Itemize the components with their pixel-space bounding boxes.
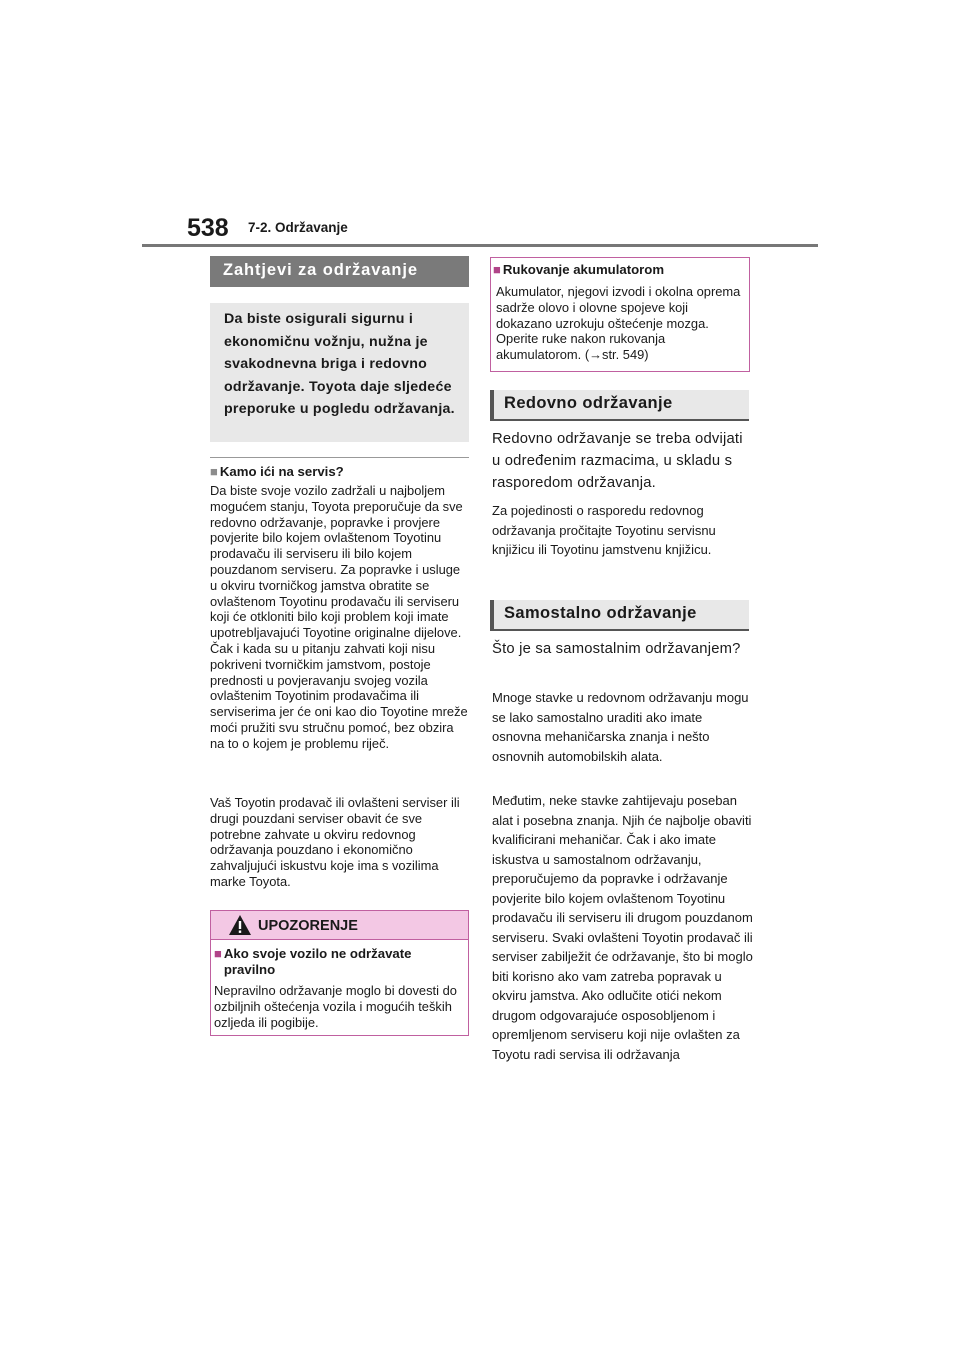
servis-paragraph-1: Da biste svoje vozilo zadržali u najboljem mogućem stanju, Toyota preporučuje da sve redovno održavanje, popravke i provjere povjerite bilo kojem ovlaštenom Toyotinu prodavaču ili serviseru ili bilo kojem pouzdanom serviseru. Za popravke i usluge u okviru tvorničkog jamstva obratite se ovlaštenom Toyotinu prodavaču ili serviseru koji će otkloniti bilo koji problem koji imate upotrebljavajući Toyotine originalne dijelove. Čak i kada su u pitanju zahvati koji nisu pokriveni tvorničkim jamstvom, postoje prednosti u povjeravanju svojeg vozila ovlaštenim Toyotinim prodavačima ili serviserima jer će oni kao dio Toyotine mreže moći pružiti svu stručnu pomoć, bez obzira na to o kojem je problemu riječ. [210, 483, 468, 751]
regular-maintenance-lead: Redovno održavanje se treba odvijati u određenim razmacima, u skladu s rasporedom održavanja. [492, 431, 743, 491]
self-maintenance-paragraph-1: Mnoge stavke u redovnom održavanju mogu se lako samostalno uraditi ako imate osnovna mehaničarska znanja i nešto osnovnih automobilskih alata. [492, 690, 749, 764]
bullet-square-icon: ■ [210, 464, 218, 479]
battery-heading [493, 262, 745, 278]
warning-text: Nepravilno održavanje moglo bi dovesti do ozbiljnih oštećenja vozila i mogućih teških ozljeda ili pogibije. [214, 983, 457, 1030]
page-number: 538 [187, 214, 229, 242]
warning-triangle-icon [228, 914, 252, 941]
bullet-square-icon: ■ [214, 946, 222, 961]
warning-heading [214, 946, 464, 978]
battery-text: Akumulator, njegovi izvodi i okolna oprema sadrže olovo i olovne spojeve koji dokazano uzrokuju oštećenje mozga. Operite ruke nakon rukovanja akumulatorom. (→str. 549) [496, 284, 741, 363]
regular-maintenance-text: Za pojedinosti o rasporedu redovnog održavanja pročitajte Toyotinu servisnu knjižicu ili Toyotinu jamstvenu knjižicu. [492, 503, 716, 557]
intro-text: Da biste osigurali sigurnu i ekonomičnu vožnju, nužna je svakodnevna briga i redovno održavanje. Toyota daje sljedeće preporuke u pogledu održavanja. [224, 311, 455, 417]
self-maintenance-lead: Što je sa samostalnim održavanjem? [492, 641, 741, 657]
warning-heading-text: Ako svoje vozilo ne održavate pravilno [223, 946, 412, 977]
servis-paragraph-2: Vaš Toyotin prodavač ili ovlašteni serviser ili drugi pouzdani serviser obavit će sve potrebne zahvate u okviru redovnog održavanja pouzdano i ekonomično zahvaljujući iskustvu koje ima s vozilima marke Toyota. [210, 795, 460, 889]
battery-heading-text: Rukovanje akumulatorom [502, 262, 665, 277]
servis-heading [210, 464, 472, 480]
warning-title: UPOZORENJE [258, 918, 358, 934]
servis-heading-text: Kamo ići na servis? [219, 464, 344, 479]
regular-maintenance-title: Redovno održavanje [490, 390, 749, 421]
self-maintenance-paragraph-2: Međutim, neke stavke zahtijevaju poseban alat i posebna znanja. Njih će najbolje obaviti kvalificirani mehaničar. Čak i ako imate iskustva u samostalnom održavanju, preporučujemo da popravke i održavanje povjerite bilo kojem ovlaštenom Toyotinu prodavaču ili serviseru ili drugom pouzdanom serviseru. Svaki ovlašteni Toyotin prodavač ili serviser zabilježit će održavanje, što bi moglo biti korisno ako vam zatreba popravak u okviru jamstva. Ako odlučite otići nekom drugom odgovarajuće osposobljenom i opremljenom serviseru koji nije ovlašten za Toyotu radi servisa ili održavanja [492, 793, 753, 1062]
self-maintenance-title: Samostalno održavanje [490, 600, 749, 631]
intro-divider [210, 457, 469, 458]
intro-box [210, 303, 469, 442]
header-divider [142, 244, 818, 247]
main-section-title: Zahtjevi za održavanje [210, 256, 469, 287]
bullet-square-icon: ■ [493, 262, 501, 277]
chapter-title: 7-2. Održavanje [248, 220, 348, 235]
